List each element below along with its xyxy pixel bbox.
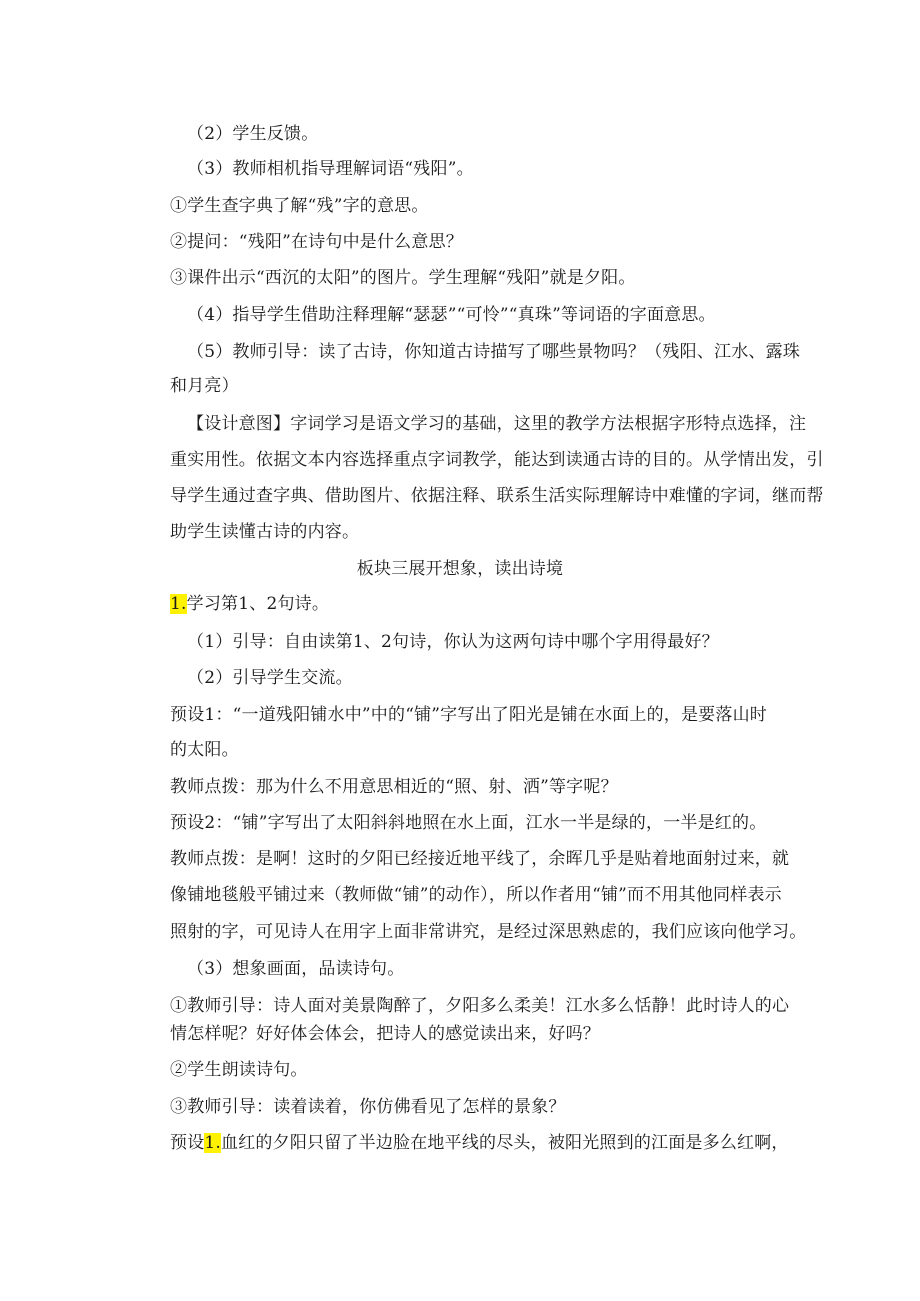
paragraph-line: 的太阳。 [170, 740, 239, 760]
item-text: 学习第1、2句诗。 [186, 594, 330, 614]
paragraph-line: ①教师引导：诗人面对美景陶醉了，夕阳多么柔美！江水多么恬静！此时诗人的心 [170, 996, 790, 1016]
paragraph-line: 预设2：“铺”字写出了太阳斜斜地照在水上面，江水一半是绿的，一半是红的。 [170, 813, 767, 833]
paragraph-line: 情怎样呢？好好体会体会，把诗人的感觉读出来，好吗？ [170, 1024, 600, 1044]
paragraph-line: ③教师引导：读着读着，你仿佛看见了怎样的景象？ [170, 1097, 566, 1117]
preset-label: 预设 [170, 1133, 205, 1153]
paragraph-line: ③课件出示“西沉的太阳”的图片。学生理解“残阳”就是夕阳。 [170, 268, 636, 288]
paragraph-line: ②提问：“残阳”在诗句中是什么意思？ [170, 232, 463, 252]
highlight-mark: 1. [170, 594, 187, 614]
paragraph-line: 像铺地毯般平铺过来（教师做“铺”的动作），所以作者用“铺”而不用其他同样表示 [170, 885, 782, 905]
paragraph-line: （4）指导学生借助注释理解“瑟瑟”“可怜”“真珠”等词语的字面意思。 [187, 305, 716, 325]
paragraph-line [170, 1131, 789, 1155]
design-intent-line: 助学生读懂古诗的内容。 [170, 522, 360, 542]
item-text: 血红的夕阳只留了半边脸在地平线的尽头，被阳光照到的江面是多么红啊， [221, 1133, 789, 1153]
numbered-item [170, 592, 329, 616]
design-intent-line: 【设计意图】字词学习是语文学习的基础，这里的教学方法根据字形特点选择，注 [187, 414, 807, 434]
design-intent-line: 导学生通过查字典、借助图片、依据注释、联系生活实际理解诗中难懂的字词，继而帮 [170, 486, 824, 506]
paragraph-line: 教师点拨：那为什么不用意思相近的“照、射、洒”等字呢？ [170, 777, 618, 797]
paragraph-line: ②学生朗读诗句。 [170, 1060, 308, 1080]
paragraph-line: 预设1：“一道残阳铺水中”中的“铺”字写出了阳光是铺在水面上的，是要落山时 [170, 705, 767, 725]
paragraph-line: （1）引导：自由读第1、2句诗，你认为这两句诗中哪个字用得最好？ [187, 632, 719, 652]
paragraph-line: 照射的字，可见诗人在用字上面非常讲究，是经过深思熟虑的，我们应该向他学习。 [170, 922, 807, 942]
paragraph-line: （3）想象画面，品读诗句。 [187, 959, 405, 979]
highlight-mark: 1. [204, 1133, 222, 1153]
paragraph-line: 教师点拨：是啊！这时的夕阳已经接近地平线了，余晖几乎是贴着地面射过来，就 [170, 849, 790, 869]
paragraph-line: 和月亮） [170, 376, 239, 396]
paragraph-line: （2）学生反馈。 [187, 124, 319, 144]
design-intent-line: 重实用性。依据文本内容选择重点字词教学，能达到读通古诗的目的。从学情出发，引 [170, 450, 824, 470]
paragraph-line: ①学生查字典了解“残”字的意思。 [170, 196, 429, 216]
paragraph-line: （2）引导学生交流。 [187, 668, 353, 688]
paragraph-line: （5）教师引导：读了古诗，你知道古诗描写了哪些景物吗？（残阳、江水、露珠 [187, 342, 801, 362]
paragraph-line: （3）教师相机指导理解词语“残阳”。 [187, 159, 474, 179]
section-heading: 板块三展开想象，读出诗境 [356, 559, 564, 579]
